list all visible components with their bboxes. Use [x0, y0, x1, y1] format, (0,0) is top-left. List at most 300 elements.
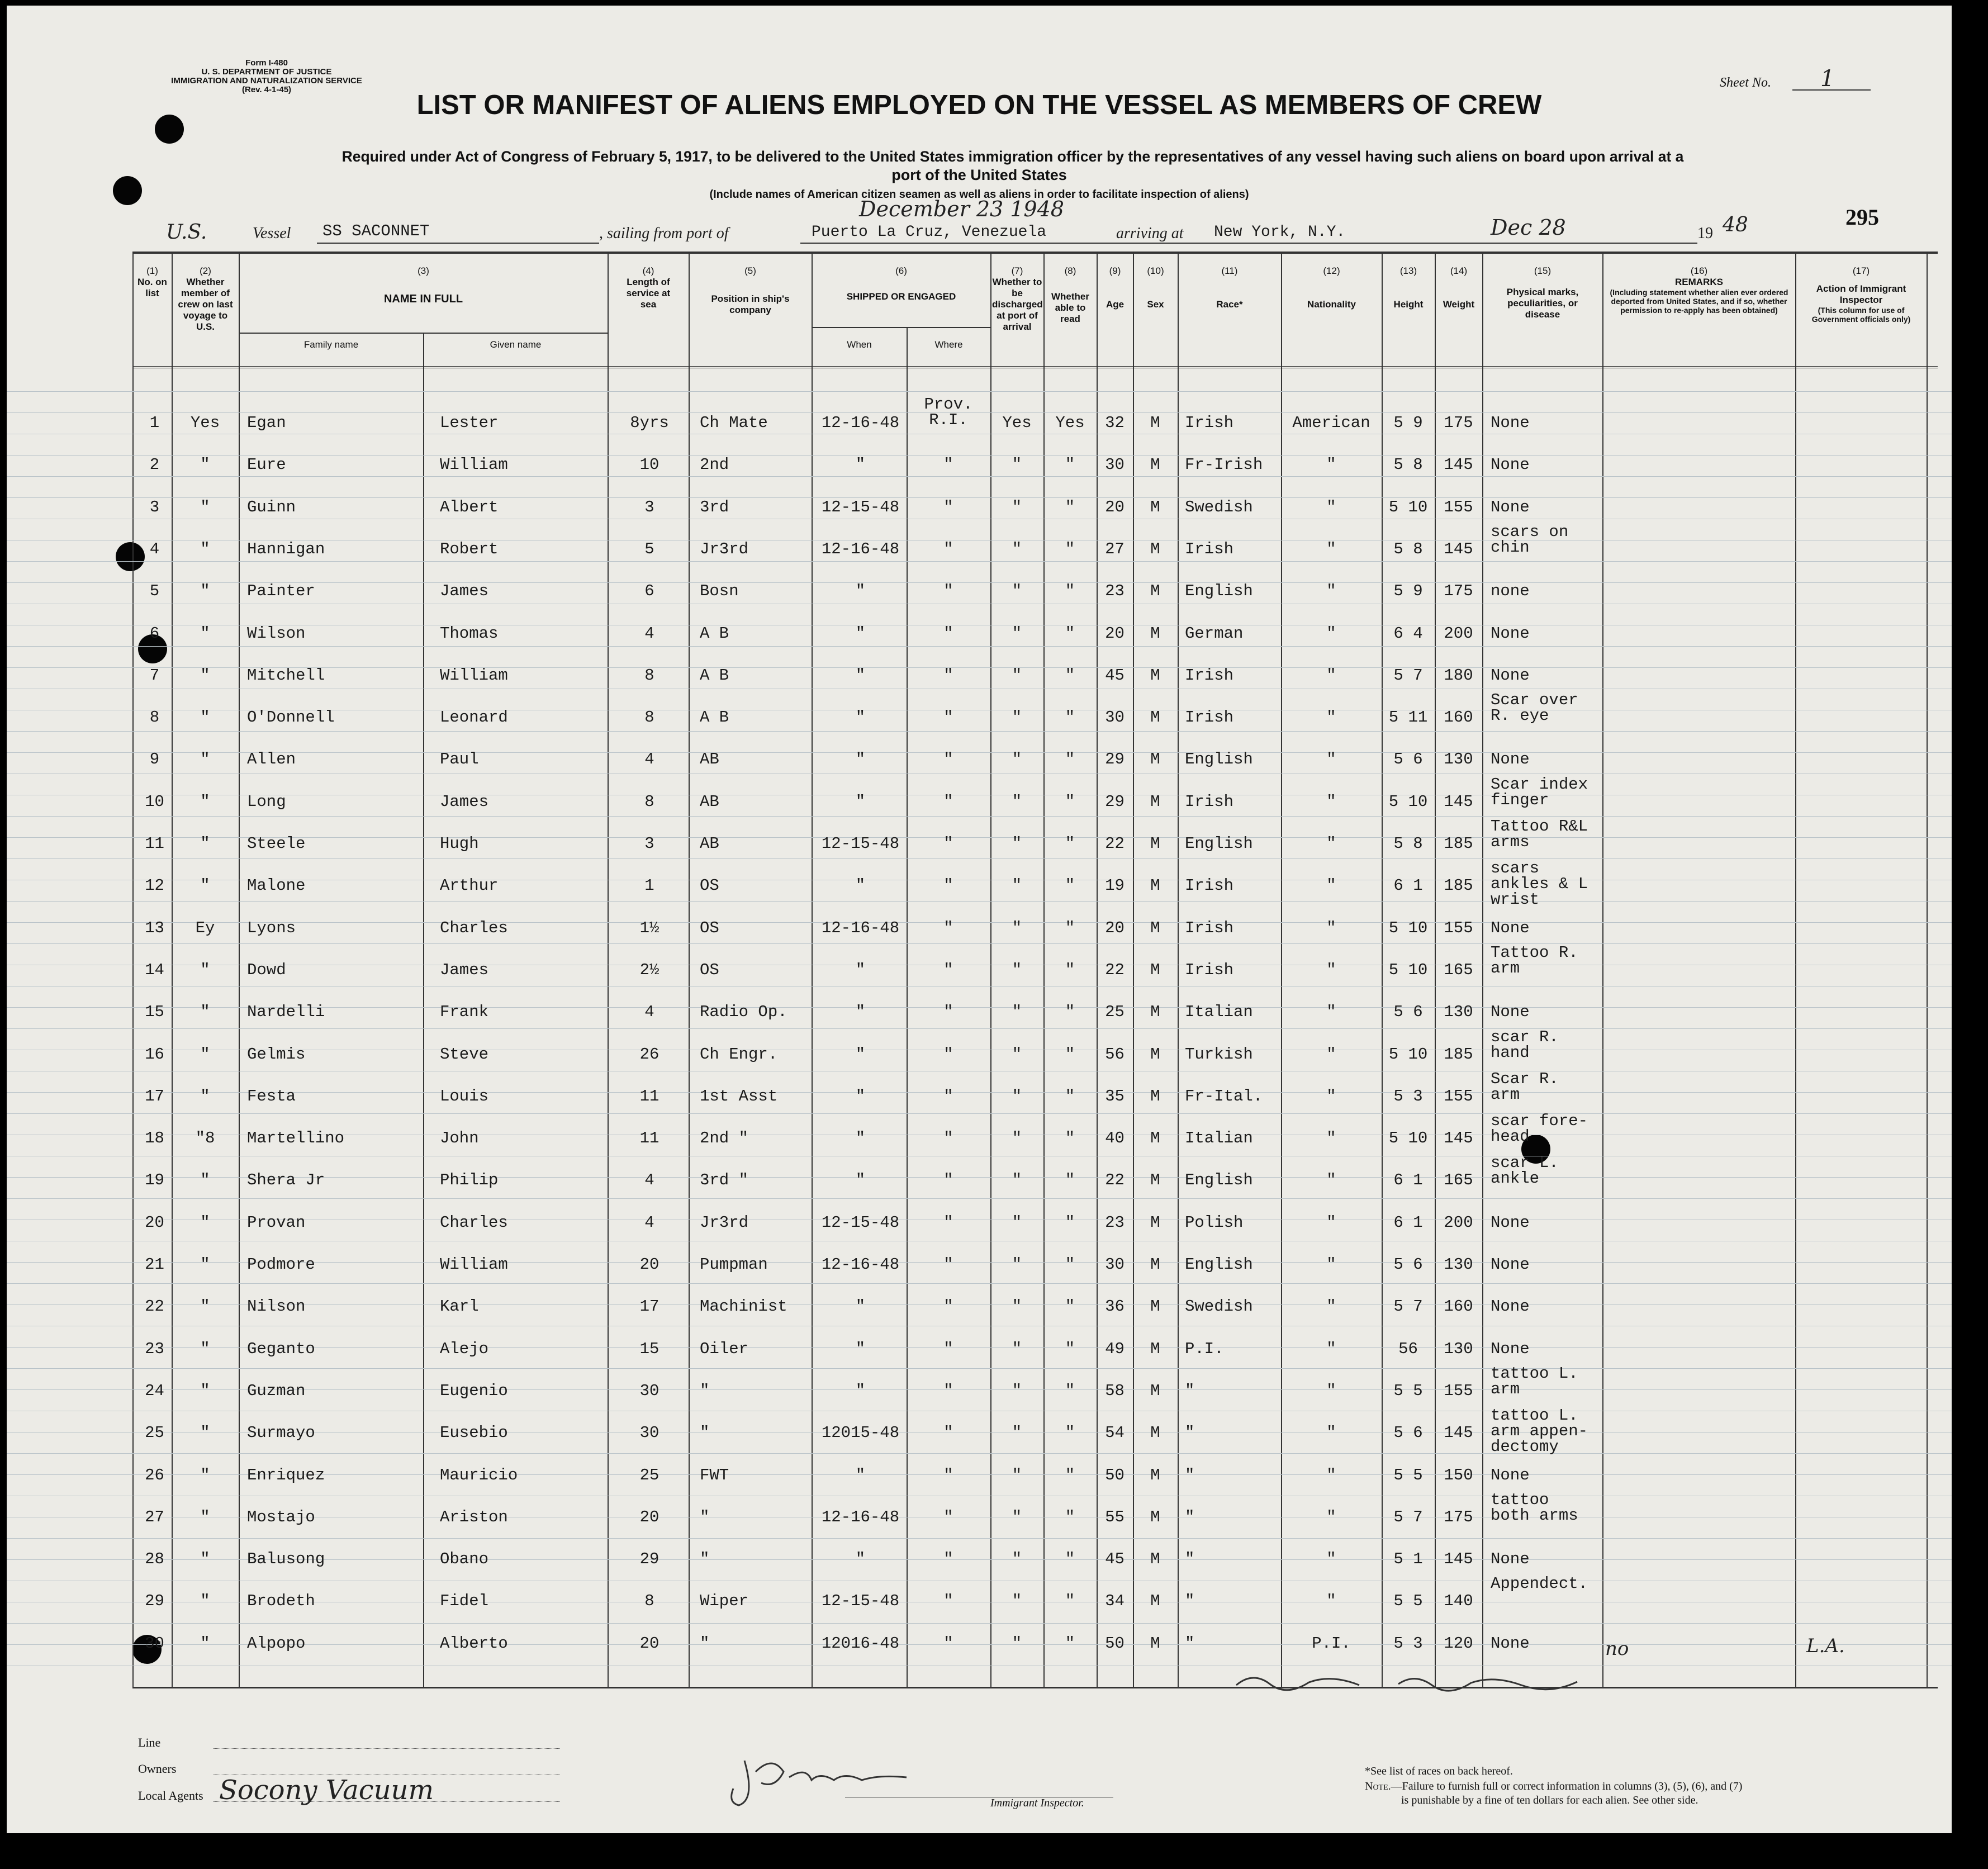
height: 6 4 [1393, 624, 1423, 643]
shipped-subheader-line [812, 327, 990, 328]
weight: 145 [1444, 1129, 1473, 1148]
inspector-signature [722, 1749, 923, 1811]
family-name: Balusong [247, 1550, 325, 1569]
able-to-read: " [1065, 1129, 1075, 1148]
row-number: 5 [149, 582, 160, 601]
weight: 145 [1444, 1424, 1473, 1443]
position: Ch Mate [700, 414, 768, 432]
height: 5 5 [1393, 1592, 1423, 1611]
race: " [1185, 1507, 1195, 1526]
prev-voyage: " [200, 666, 210, 685]
physical-marks: None [1491, 750, 1530, 769]
col-header-family-name: Family name [303, 339, 359, 350]
discharged: " [1012, 1465, 1022, 1484]
sex: M [1150, 1213, 1160, 1232]
shipped-where: " [943, 624, 953, 643]
weight: 145 [1444, 792, 1473, 811]
position: AB [700, 750, 719, 769]
age: 23 [1105, 1213, 1125, 1232]
height: 5 5 [1393, 1381, 1423, 1400]
shipped-when: " [855, 1087, 866, 1106]
col-line [812, 252, 813, 1688]
able-to-read: " [1065, 1424, 1075, 1443]
given-name: Albert [440, 497, 499, 516]
able-to-read: " [1065, 1339, 1075, 1358]
weight: 145 [1444, 1550, 1473, 1569]
family-name: Nilson [247, 1297, 306, 1316]
agents-signature: Socony Vacuum [219, 1775, 434, 1806]
age: 45 [1105, 666, 1125, 685]
nationality: " [1326, 1297, 1336, 1316]
given-name: Steve [440, 1045, 489, 1064]
service-length: 3 [644, 834, 654, 853]
shipped-when: " [855, 1381, 866, 1400]
col-line [1795, 252, 1796, 1688]
weight: 185 [1444, 834, 1473, 853]
height: 5 9 [1393, 414, 1423, 432]
position: Jr3rd [700, 539, 749, 558]
race: " [1185, 1424, 1195, 1443]
col-header-no: (1) No. on list [137, 265, 167, 298]
height: 5 9 [1393, 582, 1423, 601]
service-length: 4 [644, 1213, 654, 1232]
col-header-name: (3) NAME IN FULL [383, 265, 463, 305]
family-name: Martellino [247, 1129, 345, 1148]
sex: M [1150, 876, 1160, 895]
sex: M [1150, 1045, 1160, 1064]
sex: M [1150, 666, 1160, 685]
prev-voyage: " [200, 497, 210, 516]
position: OS [700, 960, 719, 979]
line-label: Line [138, 1735, 161, 1749]
prev-voyage: " [200, 1465, 210, 1484]
physical-marks: None [1491, 918, 1530, 937]
shipped-when: " [855, 1045, 866, 1064]
weight: 130 [1444, 750, 1473, 769]
shipped-where: " [943, 1129, 953, 1148]
given-name: Frank [440, 1003, 489, 1022]
age: 20 [1105, 918, 1125, 937]
age: 50 [1105, 1465, 1125, 1484]
row-number: 12 [145, 876, 164, 895]
physical-marks: scar R. hand [1491, 1027, 1559, 1062]
shipped-where: " [943, 750, 953, 769]
physical-marks: None [1491, 1213, 1530, 1232]
given-name: Obano [440, 1550, 489, 1569]
sex: M [1150, 414, 1160, 432]
col-line [689, 252, 690, 1688]
discharged: " [1012, 708, 1022, 727]
race: Irish [1185, 708, 1234, 727]
ruled-line [7, 1538, 1952, 1539]
age: 30 [1105, 456, 1125, 475]
shipped-where: " [943, 1634, 953, 1653]
discharged: " [1012, 960, 1022, 979]
ruled-line [7, 1198, 1952, 1199]
family-name: Steele [247, 834, 306, 853]
service-length: 11 [639, 1087, 659, 1106]
service-length: 1½ [639, 918, 659, 937]
race: English [1185, 582, 1253, 601]
shipped-when: 12015-48 [821, 1424, 900, 1443]
age: 34 [1105, 1592, 1125, 1611]
shipped-when: " [855, 1003, 866, 1022]
position: Jr3rd [700, 1213, 749, 1232]
shipped-where: " [943, 1465, 953, 1484]
race: German [1185, 624, 1244, 643]
row-number: 6 [149, 624, 160, 643]
weight: 200 [1444, 1213, 1473, 1232]
height: 5 1 [1393, 1550, 1423, 1569]
race: P.I. [1185, 1339, 1224, 1358]
service-length: 30 [639, 1424, 659, 1443]
age: 23 [1105, 582, 1125, 601]
position: A B [700, 666, 729, 685]
sex: M [1150, 1087, 1160, 1106]
service-length: 20 [639, 1634, 659, 1653]
race: Irish [1185, 918, 1234, 937]
sex: M [1150, 1339, 1160, 1358]
height: 5 10 [1388, 792, 1428, 811]
prev-voyage: " [200, 456, 210, 475]
position: " [700, 1634, 710, 1653]
prev-voyage: " [200, 1507, 210, 1526]
able-to-read: " [1065, 1297, 1075, 1316]
page-number: 295 [1845, 205, 1879, 230]
prev-voyage: " [200, 750, 210, 769]
position: Radio Op. [700, 1003, 787, 1022]
col-header-when: When [847, 339, 872, 350]
able-to-read: " [1065, 1003, 1075, 1022]
height: 5 8 [1393, 539, 1423, 558]
family-name: Podmore [247, 1255, 315, 1274]
shipped-where: " [943, 960, 953, 979]
shipped-when: " [855, 876, 866, 895]
service-length: 10 [639, 456, 659, 475]
shipped-when: 12-16-48 [821, 1507, 900, 1526]
given-name: Paul [440, 750, 479, 769]
sex: M [1150, 1381, 1160, 1400]
race: " [1185, 1381, 1195, 1400]
row-number: 29 [145, 1592, 164, 1611]
age: 27 [1105, 539, 1125, 558]
subtitle-line-3: (Include names of American citizen seamen as well as aliens in order to facilitate inspection of aliens) [709, 188, 1249, 201]
position: 3rd [700, 497, 729, 516]
row-number: 15 [145, 1003, 164, 1022]
given-name: James [440, 582, 489, 601]
given-name: Eugenio [440, 1381, 508, 1400]
nationality: " [1326, 792, 1336, 811]
revision: (Rev. 4-1-45) [241, 85, 292, 94]
service-length: 25 [639, 1465, 659, 1484]
col-header-marks: (15) Physical marks, peculiarities, or disease [1506, 265, 1579, 320]
weight: 175 [1444, 414, 1473, 432]
shipped-when: 12-15-48 [821, 1213, 900, 1232]
given-name: Charles [440, 918, 508, 937]
prev-voyage: " [200, 876, 210, 895]
shipped-where: " [943, 539, 953, 558]
race: English [1185, 1171, 1253, 1190]
col-line [990, 252, 991, 1688]
race: Irish [1185, 876, 1234, 895]
row-number: 25 [145, 1424, 164, 1443]
nationality: " [1326, 1087, 1336, 1106]
col-header-read: (8) Whether able to read [1051, 265, 1089, 324]
col-line [1482, 252, 1483, 1688]
age: 55 [1105, 1507, 1125, 1526]
row-number: 30 [145, 1634, 164, 1653]
discharged: " [1012, 539, 1022, 558]
row-number: 2 [149, 456, 160, 475]
sheet-number: 1 [1820, 66, 1835, 92]
header-bottom-border [132, 366, 1938, 368]
able-to-read: Yes [1055, 414, 1085, 432]
sex: M [1150, 834, 1160, 853]
age: 25 [1105, 1003, 1125, 1022]
ruled-line [7, 391, 1952, 392]
nationality: " [1326, 960, 1336, 979]
family-name: Surmayo [247, 1424, 315, 1443]
shipped-where: " [943, 1424, 953, 1443]
physical-marks: None [1491, 414, 1530, 432]
col-header-discharged: (7) Whether to be discharged at port of arrival [992, 265, 1043, 332]
age: 30 [1105, 708, 1125, 727]
shipped-where: " [943, 708, 953, 727]
family-name: Nardelli [247, 1003, 325, 1022]
col-header-race: (11) Race* [1216, 265, 1243, 310]
given-name: William [440, 456, 508, 475]
port-to-underline [1200, 243, 1697, 244]
subtitle-line-1: Required under Act of Congress of February 5, 1917, to be delivered to the United States immigration officer by the representatives of any vessel having such aliens on board upon arrival at a [341, 148, 1684, 165]
shipped-when: 12016-48 [821, 1634, 900, 1653]
physical-marks: None [1491, 456, 1530, 475]
shipped-where: " [943, 1003, 953, 1022]
handwritten-scribble [1231, 1668, 1588, 1696]
service-length: 8 [644, 708, 654, 727]
physical-marks: Tattoo R. arm [1491, 943, 1578, 978]
position: A B [700, 624, 729, 643]
discharged: " [1012, 1003, 1022, 1022]
col-header-where: Where [934, 339, 963, 350]
given-name: Robert [440, 539, 499, 558]
ruled-line [7, 1623, 1952, 1624]
col-header-shipped: (6) SHIPPED OR ENGAGED [846, 265, 956, 302]
position: " [700, 1507, 710, 1526]
col-line [1435, 252, 1436, 1688]
position: Wiper [700, 1592, 749, 1611]
physical-marks: None [1491, 1255, 1530, 1274]
position: 2nd " [700, 1129, 749, 1148]
col-header-position: (5) Position in ship's company [711, 265, 790, 315]
ruled-line [7, 858, 1952, 859]
discharged: " [1012, 456, 1022, 475]
discharged: " [1012, 918, 1022, 937]
family-name: Guinn [247, 497, 296, 516]
race: English [1185, 1255, 1253, 1274]
age: 54 [1105, 1424, 1125, 1443]
row-number: 24 [145, 1381, 164, 1400]
prev-voyage: " [200, 960, 210, 979]
ruled-line [7, 1028, 1952, 1029]
shipped-where: " [943, 1255, 953, 1274]
service-length: 4 [644, 750, 654, 769]
col-line [1281, 252, 1282, 1688]
row30-remark: no [1605, 1638, 1629, 1660]
weight: 185 [1444, 876, 1473, 895]
position: " [700, 1424, 710, 1443]
able-to-read: " [1065, 1550, 1075, 1569]
shipped-when: " [855, 792, 866, 811]
col-line [239, 252, 240, 1688]
race: Italian [1185, 1129, 1253, 1148]
service-length: 11 [639, 1129, 659, 1148]
able-to-read: " [1065, 1213, 1075, 1232]
able-to-read: " [1065, 792, 1075, 811]
sex: M [1150, 960, 1160, 979]
family-name: Guzman [247, 1381, 306, 1400]
prev-voyage: " [200, 1213, 210, 1232]
age: 50 [1105, 1634, 1125, 1653]
given-name: John [440, 1129, 479, 1148]
prev-voyage: " [200, 624, 210, 643]
agents-label: Local Agents [138, 1789, 203, 1802]
col-header-sex: (10) Sex [1147, 265, 1164, 310]
col-line [1043, 252, 1045, 1688]
height: 5 7 [1393, 1297, 1423, 1316]
ruled-line [7, 1368, 1952, 1369]
nationality: " [1326, 582, 1336, 601]
sex: M [1150, 1129, 1160, 1148]
col-line [1097, 252, 1098, 1688]
row-number: 20 [145, 1213, 164, 1232]
ruled-line [7, 1453, 1952, 1454]
family-name: Geganto [247, 1339, 315, 1358]
weight: 200 [1444, 624, 1473, 643]
nationality: " [1326, 1424, 1336, 1443]
ruled-line [7, 561, 1952, 562]
height: 5 8 [1393, 834, 1423, 853]
shipped-when: 12-15-48 [821, 497, 900, 516]
age: 58 [1105, 1381, 1125, 1400]
year-suffix: 48 [1723, 214, 1748, 236]
given-name: Hugh [440, 834, 479, 853]
discharged: " [1012, 1507, 1022, 1526]
age: 20 [1105, 497, 1125, 516]
prev-voyage: " [200, 708, 210, 727]
shipped-when: " [855, 1550, 866, 1569]
weight: 175 [1444, 582, 1473, 601]
col-line [1602, 252, 1603, 1688]
age: 32 [1105, 414, 1125, 432]
sex: M [1150, 582, 1160, 601]
position: Machinist [700, 1297, 787, 1316]
sex: M [1150, 497, 1160, 516]
discharged: " [1012, 1339, 1022, 1358]
weight: 145 [1444, 456, 1473, 475]
race: Irish [1185, 539, 1234, 558]
age: 35 [1105, 1087, 1125, 1106]
col-line [1927, 252, 1928, 1688]
race: Polish [1185, 1213, 1244, 1232]
discharged: " [1012, 1381, 1022, 1400]
nationality: " [1326, 1339, 1336, 1358]
height: 5 5 [1393, 1465, 1423, 1484]
prev-voyage: " [200, 792, 210, 811]
physical-marks: Tattoo R&L arms [1491, 817, 1588, 851]
position: 2nd [700, 456, 729, 475]
able-to-read: " [1065, 582, 1075, 601]
shipped-when: 12-16-48 [821, 1255, 900, 1274]
race: Fr-Ital. [1185, 1087, 1263, 1106]
shipped-where: " [943, 1507, 953, 1526]
sex: M [1150, 750, 1160, 769]
ruled-line [7, 901, 1952, 902]
nationality: " [1326, 1255, 1336, 1274]
family-name: Alpopo [247, 1634, 306, 1653]
family-name: Hannigan [247, 539, 325, 558]
physical-marks: Scar R. arm [1491, 1069, 1559, 1104]
race: " [1185, 1592, 1195, 1611]
row-number: 26 [145, 1465, 164, 1484]
service-length: 2½ [639, 960, 659, 979]
discharged: " [1012, 1424, 1022, 1443]
able-to-read: " [1065, 1381, 1075, 1400]
prev-voyage: " [200, 1550, 210, 1569]
col-header-age: (9) Age [1106, 265, 1125, 310]
weight: 160 [1444, 708, 1473, 727]
sex: M [1150, 792, 1160, 811]
row-number: 3 [149, 497, 160, 516]
prev-voyage: Ey [195, 918, 215, 937]
given-name: William [440, 1255, 508, 1274]
col-header-given-name: Given name [490, 339, 542, 350]
weight: 155 [1444, 1381, 1473, 1400]
given-name: Eusebio [440, 1424, 508, 1443]
port-from-underline [800, 243, 1214, 244]
row-number: 8 [149, 708, 160, 727]
sex: M [1150, 1507, 1160, 1526]
race: Irish [1185, 792, 1234, 811]
height: 5 6 [1393, 1003, 1423, 1022]
service-length: 29 [639, 1550, 659, 1569]
age: 19 [1105, 876, 1125, 895]
prev-voyage: Yes [190, 414, 220, 432]
shipped-when: " [855, 624, 866, 643]
nationality: " [1326, 497, 1336, 516]
family-name: Mitchell [247, 666, 325, 685]
table-bottom-border [132, 1687, 1938, 1688]
ruled-line [7, 731, 1952, 732]
row-number: 14 [145, 960, 164, 979]
service-length: 8yrs [630, 414, 669, 432]
service-length: 30 [639, 1381, 659, 1400]
discharged: " [1012, 1634, 1022, 1653]
height: 5 6 [1393, 750, 1423, 769]
shipped-when: 12-16-48 [821, 414, 900, 432]
prev-voyage: " [200, 1045, 210, 1064]
row-number: 11 [145, 834, 164, 853]
given-name: Mauricio [440, 1465, 518, 1484]
sex: M [1150, 624, 1160, 643]
given-name: Leonard [440, 708, 508, 727]
subtitle-line-2: port of the United States [891, 167, 1067, 183]
able-to-read: " [1065, 1171, 1075, 1190]
height: 5 10 [1388, 918, 1428, 937]
physical-marks: None [1491, 1339, 1530, 1358]
family-name: Festa [247, 1087, 296, 1106]
prev-voyage: "8 [195, 1129, 215, 1148]
shipped-where: " [943, 876, 953, 895]
